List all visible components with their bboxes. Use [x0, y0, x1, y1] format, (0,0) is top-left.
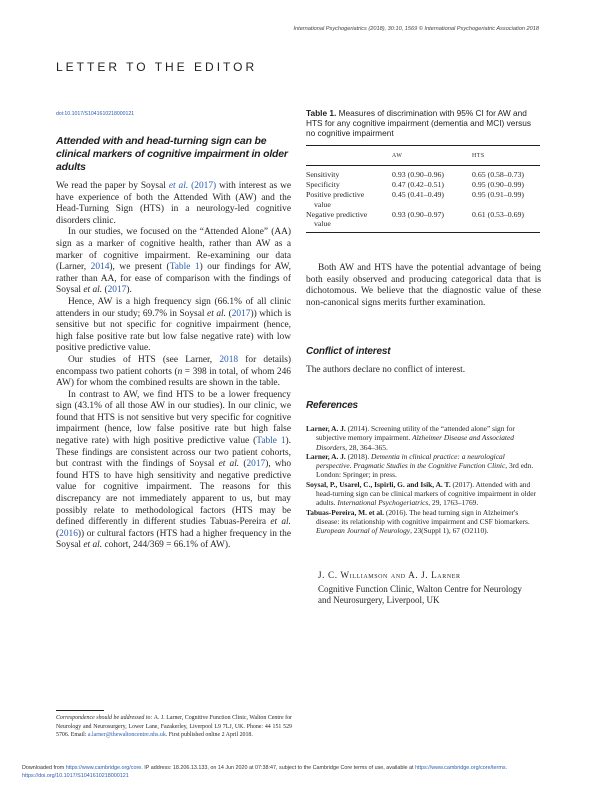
- cell-aw: 0.93 (0.90–0.97): [392, 209, 444, 219]
- reference-item: Tabuas-Pereira, M. et al. (2016). The head turning sign in Alzheimer's disease: its relationship with cognitive impairment and CSF biomarkers. European Journal of Neurology, 23(Suppl 1), 67 (O2110).: [306, 507, 530, 536]
- table-link[interactable]: Table 1: [169, 262, 200, 273]
- reference-item: Larner, A. J. (2018). Dementia in clinical practice: a neurological perspective. Pragmatic Studies in the Cognitive Function Clinic, 3rd edn. London: Springer; in press.: [306, 451, 534, 480]
- citation-link[interactable]: 2014: [90, 262, 110, 273]
- signature-affiliation: Cognitive Function Clinic, Walton Centre for Neurology and Neurosurgery, Liverpool, UK: [318, 584, 522, 605]
- reference-item: Soysal, P., Usarel, C., Ispirli, G. and Isik, A. T. (2017). Attended with and head-turning sign can be clinical markers of cognitive impairment in older adults. International Psychogeriatrics, 29, 1763–1769.: [306, 479, 537, 508]
- cell-aw: 0.45 (0.41–0.49): [392, 190, 444, 199]
- row-label: Positive predictive value: [306, 190, 365, 209]
- citation-link[interactable]: 2018: [219, 354, 239, 365]
- citation-link[interactable]: 2017: [246, 459, 266, 470]
- reference-list: [306, 424, 542, 536]
- citation-link[interactable]: 2017: [107, 285, 127, 296]
- paragraph-2: In our studies, we focused on the “Attended Alone” (AA) sign as a marker of cognitive health, rather than AW as a marker of cognitive impairment. Re-examining our data (Larner, 2014), we present (Table 1) our findings for AW, rather than AA, for ease of comparison with the findings of Soysal et al. (2017).: [56, 227, 291, 296]
- footnote-rule: [56, 710, 104, 711]
- table-link[interactable]: Table 1: [256, 436, 286, 447]
- article-title: Attended with and head-turning sign can be clinical markers of cognitive impairment in older adults: [56, 135, 288, 173]
- cambridge-core-link[interactable]: https://www.cambridge.org/core: [65, 765, 142, 771]
- results-table: [306, 146, 540, 230]
- terms-link[interactable]: https://www.cambridge.org/core/terms: [415, 765, 506, 771]
- section-label: LETTER TO THE EDITOR: [56, 60, 258, 74]
- reference-item: Larner, A. J. (2014). Screening utility of the “attended alone” sign for subjective memory impairment. Alzheimer Disease and Associated Disorders, 28, 364–365.: [306, 424, 515, 452]
- right-column: [306, 263, 541, 309]
- table-row: [306, 170, 540, 180]
- cell-hts: 0.61 (0.53–0.69): [472, 209, 524, 219]
- conflict-of-interest-text: The authors declare no conflict of interest.: [306, 365, 466, 375]
- row-label: Sensitivity: [306, 170, 340, 180]
- left-column: [56, 181, 291, 552]
- citation-link[interactable]: 2016: [59, 528, 78, 539]
- column-header-aw: AW: [392, 152, 403, 159]
- table-caption: Table 1. Measures of discrimination with 95% CI for AW and HTS for any cognitive impairment (dementia and MCI) versus no cognitive impairment: [306, 108, 532, 139]
- citation-link[interactable]: (2017): [191, 181, 217, 191]
- column-header-hts: HTS: [472, 152, 485, 159]
- signature-authors: J. C. Williamson and A. J. Larner: [318, 570, 461, 580]
- doi-footer-link[interactable]: https://doi.org/10.1017/S1041610218000121: [22, 773, 129, 779]
- cell-aw: 0.93 (0.90–0.96): [392, 170, 444, 180]
- row-label: Negative predictive value: [306, 209, 368, 229]
- references-heading: References: [306, 400, 358, 411]
- cell-hts: 0.95 (0.90–0.99): [472, 180, 524, 190]
- paragraph-3: Hence, AW is a high frequency sign (66.1% of all clinic attenders in our study; 69.7% in Soysal et al. (2017)) which is sensitive but not specific for cognitive impairment (hence, high false positive rate but low false negative rate) with low positive predictive value.: [56, 296, 291, 354]
- doi-link[interactable]: doi:10.1017/S1041610218000121: [56, 111, 135, 117]
- email-link[interactable]: a.larner@thewaltoncentre.nhs.uk: [87, 732, 166, 739]
- paragraph-1: We read the paper by Soysal et al. (2017) with interest as we have experience of both the Attended With (AW) and the Head-Turning Sign (HTS) in a neurology-led cognitive disorders clinic.: [56, 181, 292, 226]
- cell-hts: 0.65 (0.58–0.73): [472, 170, 524, 180]
- conflict-of-interest-heading: Conflict of interest: [306, 346, 391, 357]
- table-row: [306, 190, 540, 210]
- cell-aw: 0.47 (0.42–0.51): [392, 180, 444, 190]
- paragraph-5: In contrast to AW, we find HTS to be a lower frequency sign (43.1% of all those AW in our studies). In our clinic, we found that HTS is not sensitive but very specific for cognitive impairment (hence, low false positive rate but high false negative rate) with high positive predictive value (Table 1). These findings are consistent across our two patient cohorts, but contrast with the findings of Soysal et al. (2017), who found HTS to have high sensitivity and negative predictive value for cognitive impairment. The reasons for this discrepancy are not immediately apparent to us, but may possibly relate to methodological factors (HTS may be defined differently in different studies Tabuas-Pereira et al. (2016)) or cultural factors (HTS had a higher frequency in the Soysal et al. cohort, 244/369 = 66.1% of AW).: [56, 389, 292, 551]
- row-label: Specificity: [306, 180, 340, 190]
- download-note: Downloaded from https://www.cambridge.org/core. IP address: 18.206.13.133, on 14 Jun 2020 at 07:38:47, subject to the Cambridge Core terms of use, available at https://www.cambridge.org/core/terms. https://doi.org/10.1017/S1041610218000121: [22, 765, 508, 779]
- paragraph-4: Our studies of HTS (see Larner, 2018 for details) encompass two patient cohorts (n = 398 in total, of whom 246 AW) for whom the combined results are shown in the table.: [56, 354, 292, 389]
- table-row: [306, 180, 540, 190]
- table-1: [306, 108, 540, 233]
- correspondence-footnote: Correspondence should be addressed to: A. J. Larner, Cognitive Function Clinic, Walton Centre for Neurology and Neurosurgery, Lower Lane, Fazakerley, Liverpool L9 7LJ, UK. Phone: 44 151 529 5706. Email: a.larner@thewaltoncentre.nhs.uk. First published online 2 April 2018.: [56, 715, 292, 739]
- citation-link[interactable]: 2017: [231, 308, 251, 319]
- journal-header: International Psychogeriatrics (2018), 30:10, 1569 © International Psychogeriatric Association 2018: [293, 26, 539, 32]
- cell-hts: 0.95 (0.91–0.99): [472, 190, 524, 199]
- paragraph-conclusion: Both AW and HTS have the potential advantage of being both easily observed and producing categorical data that is dichotomous. We believe that the diagnostic value of these non-canonical signs merits further examination.: [306, 263, 541, 308]
- table-row: [306, 210, 540, 230]
- table-bottom-rule: [306, 232, 540, 233]
- column-header: [306, 146, 392, 166]
